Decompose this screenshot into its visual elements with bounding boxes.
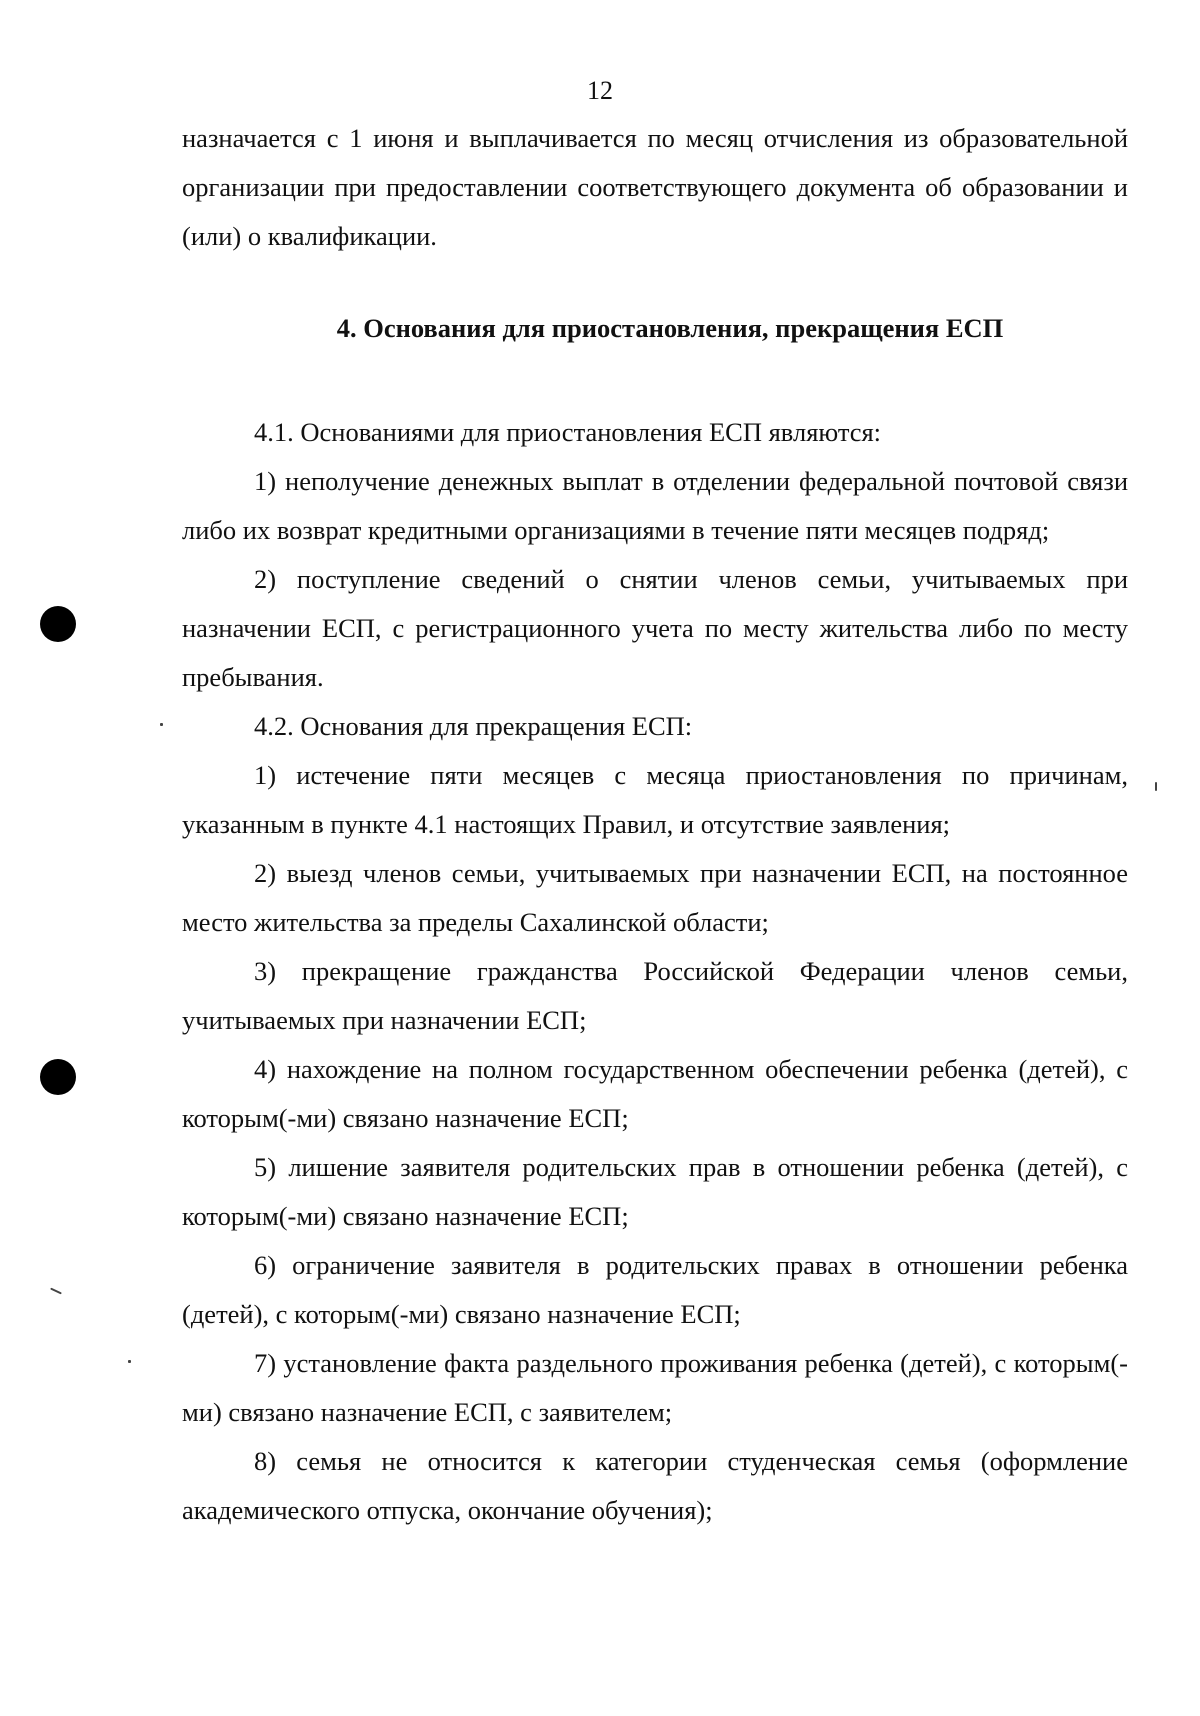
paragraph-4-2-item-6: 6) ограничение заявителя в родительских правах в отношении ребенка (детей), с которым(-ми) связано назначение ЕСП; xyxy=(182,1250,1128,1329)
intro-paragraph: назначается с 1 июня и выплачивается по месяц отчисления из образовательной организации при предоставлении соответствующего документа об образовании и (или) о квалификации. xyxy=(182,123,1128,251)
paragraph-4-2-item-5: 5) лишение заявителя родительских прав в отношении ребенка (детей), с которым(-ми) связано назначение ЕСП; xyxy=(182,1152,1128,1231)
intro-block xyxy=(182,114,1128,261)
paragraph-4-2-item-4: 4) нахождение на полном государственном обеспечении ребенка (детей), с которым(-ми) связано назначение ЕСП; xyxy=(182,1054,1128,1133)
scan-speck xyxy=(160,723,163,726)
scan-speck xyxy=(50,1288,62,1295)
scan-speck xyxy=(128,1360,131,1363)
page-number: 12 xyxy=(587,76,613,105)
paragraph-4-1-item-1: 1) неполучение денежных выплат в отделении федеральной почтовой связи либо их возврат кредитными организациями в течение пяти месяцев подряд; xyxy=(182,466,1128,545)
paragraph-4-2-item-1: 1) истечение пяти месяцев с месяца приостановления по причинам, указанным в пункте 4.1 настоящих Правил, и отсутствие заявления; xyxy=(182,760,1128,839)
paragraph-4-1-item-2: 2) поступление сведений о снятии членов семьи, учитываемых при назначении ЕСП, с регистрационного учета по месту жительства либо по месту пребывания. xyxy=(182,564,1128,692)
punch-hole xyxy=(40,606,76,642)
paragraph-4-2: 4.2. Основания для прекращения ЕСП: xyxy=(254,711,693,741)
paragraph-4-2-item-3: 3) прекращение гражданства Российской Федерации членов семьи, учитываемых при назначении ЕСП; xyxy=(182,956,1128,1035)
section-heading: 4. Основания для приостановления, прекращения ЕСП xyxy=(336,313,1004,343)
scan-speck xyxy=(1155,782,1157,791)
paragraph-4-1: 4.1. Основаниями для приостановления ЕСП являются: xyxy=(254,417,882,447)
section-body xyxy=(182,408,1128,1535)
punch-hole xyxy=(40,1059,76,1095)
paragraph-4-2-item-7: 7) установление факта раздельного проживания ребенка (детей), с которым(-ми) связано назначение ЕСП, с заявителем; xyxy=(182,1348,1128,1427)
paragraph-4-2-item-8: 8) семья не относится к категории студенческая семья (оформление академического отпуска, окончание обучения); xyxy=(182,1446,1128,1525)
paragraph-4-2-item-2: 2) выезд членов семьи, учитываемых при назначении ЕСП, на постоянное место жительства за пределы Сахалинской области; xyxy=(182,858,1128,937)
